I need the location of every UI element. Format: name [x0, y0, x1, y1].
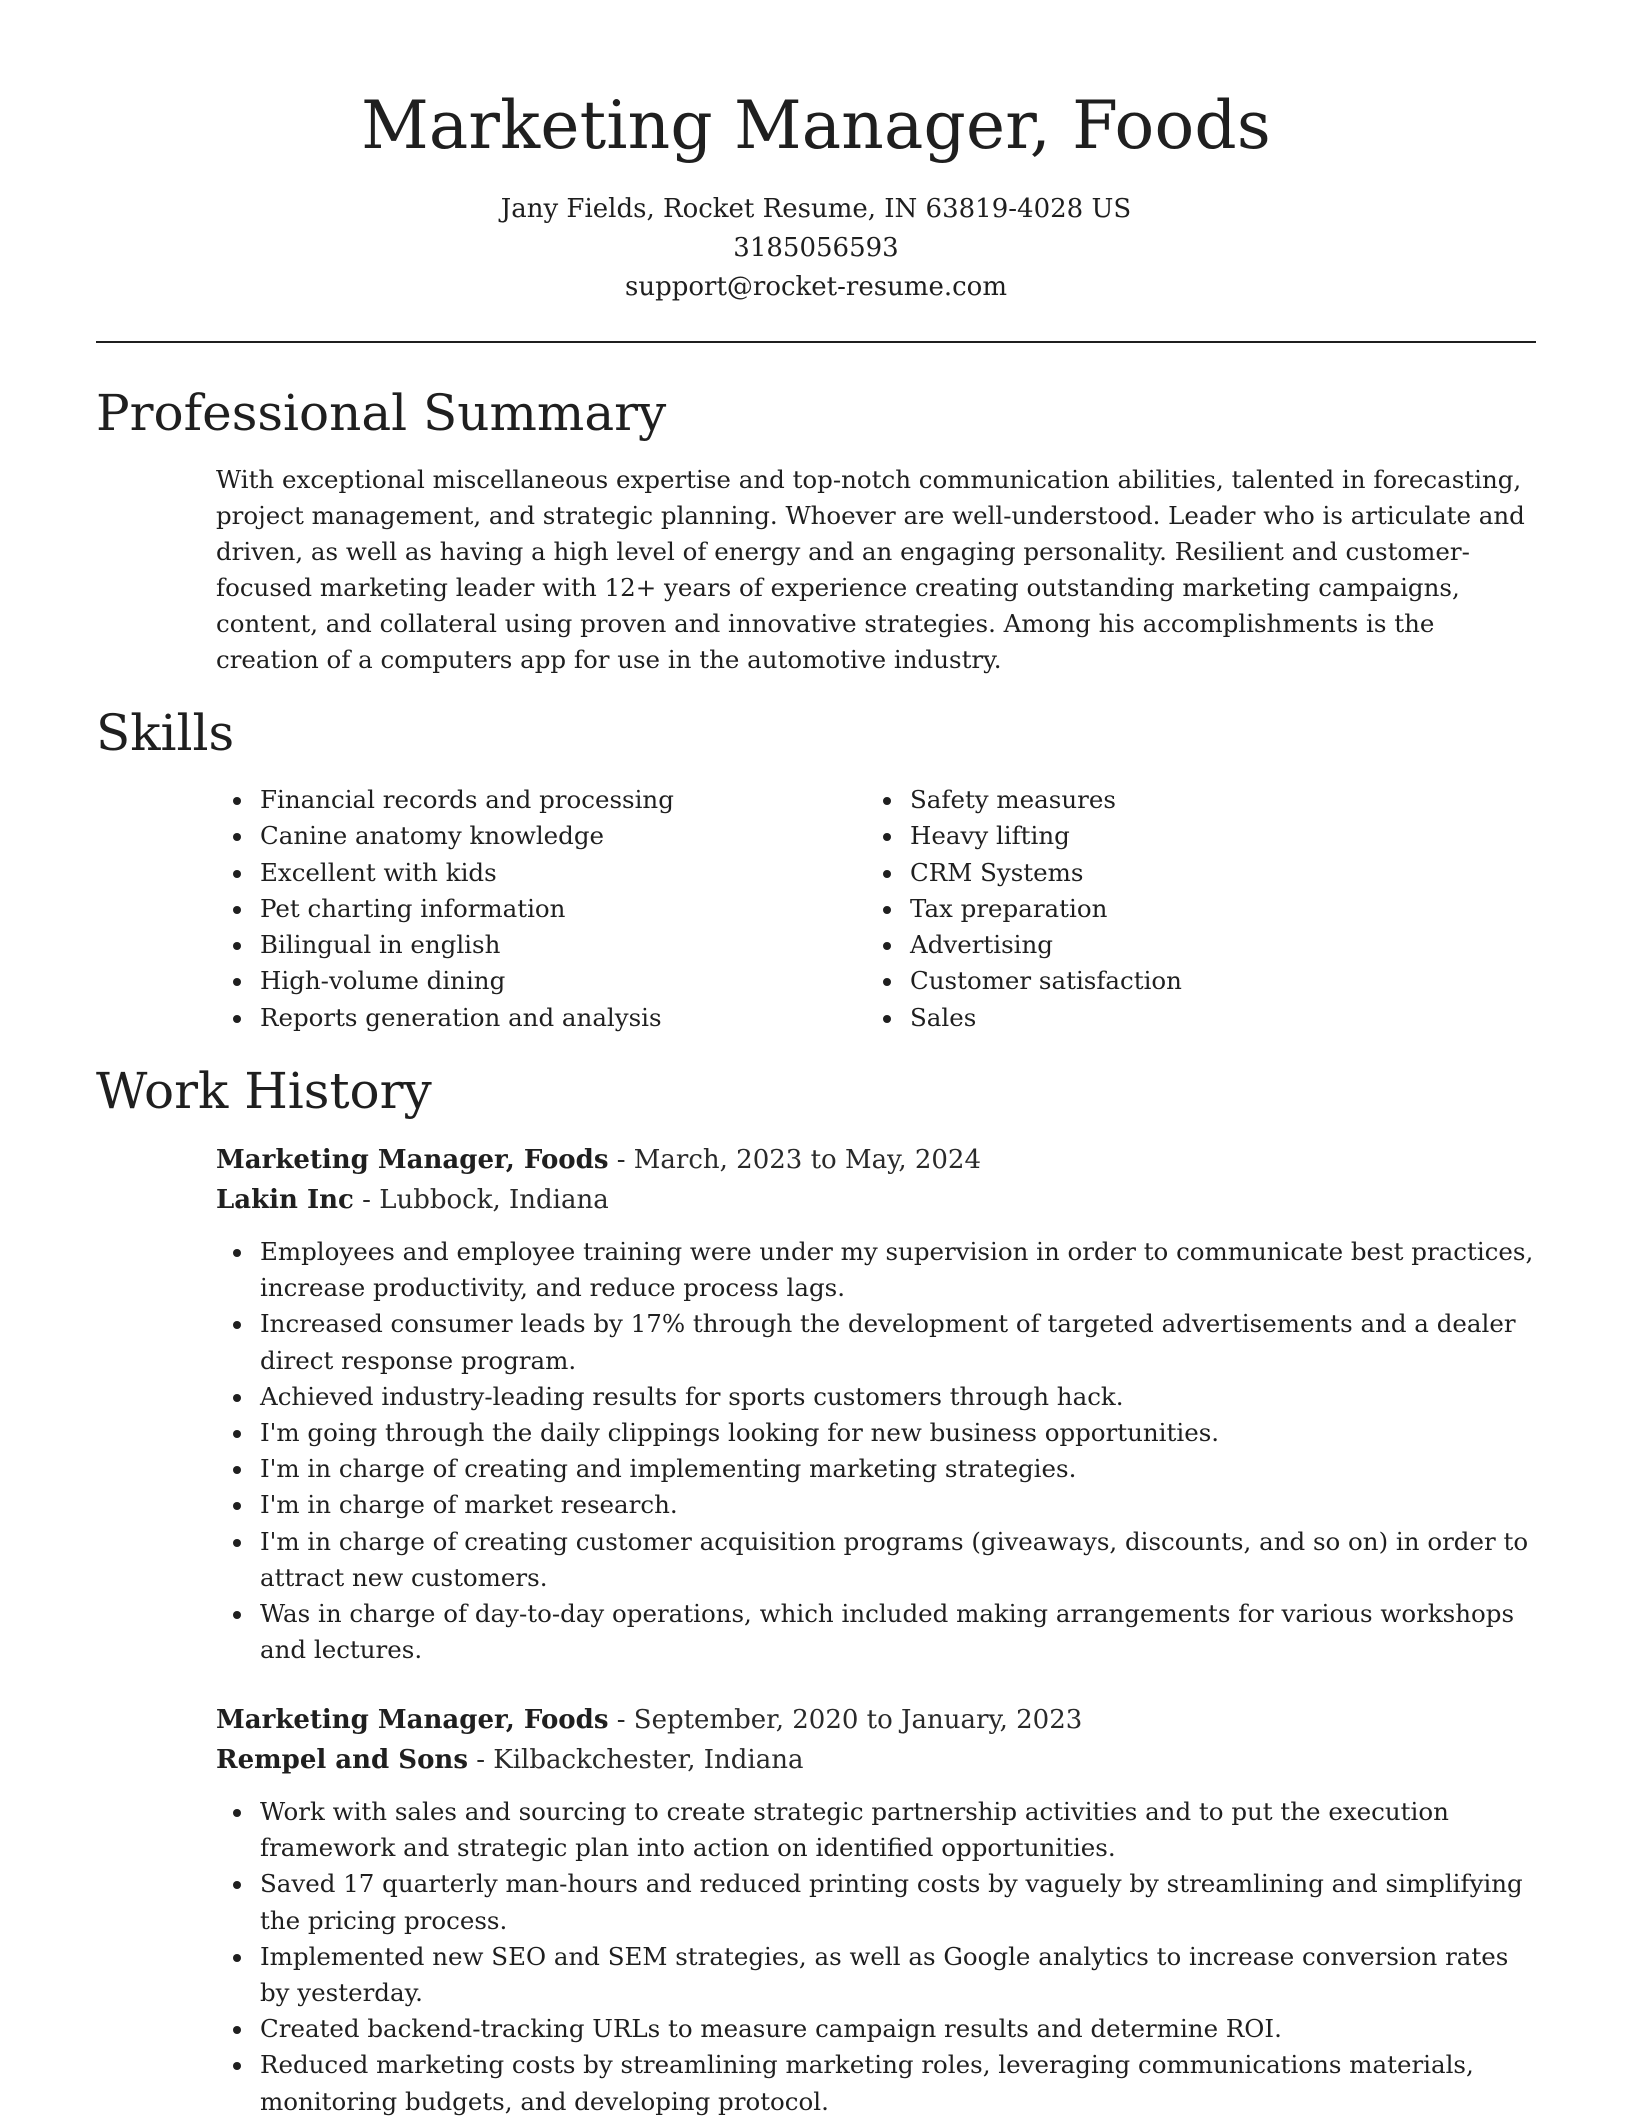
- job-bullets: [216, 1794, 1536, 2120]
- job-title: Marketing Manager, Foods: [216, 1145, 609, 1175]
- job-company-line: [216, 1740, 803, 1780]
- header-divider: [96, 341, 1536, 343]
- skills-list-right: [866, 782, 1506, 1036]
- job-bullet: I'm in charge of creating customer acquisition programs (giveaways, discounts, and so on) in order to attract new customers.: [216, 1524, 1536, 1596]
- job-dates: - March, 2023 to May, 2024: [608, 1145, 982, 1175]
- job-bullet: Achieved industry-leading results for sports customers through hack.: [216, 1379, 1536, 1415]
- skill-item: Sales: [866, 1000, 1506, 1036]
- job-bullet: Created backend-tracking URLs to measure campaign results and determine ROI.: [216, 2011, 1536, 2047]
- summary-heading: Professional Summary: [96, 384, 667, 442]
- job-company: Lakin Inc: [216, 1185, 354, 1215]
- job-title-line: [216, 1140, 981, 1180]
- job-bullet: I'm going through the daily clippings looking for new business opportunities.: [216, 1415, 1536, 1451]
- contact-email: support@rocket-resume.com: [624, 272, 1007, 302]
- job-company: Rempel and Sons: [216, 1745, 468, 1775]
- skill-item: Tax preparation: [866, 891, 1506, 927]
- job-bullet: Saved 17 quarterly man-hours and reduced printing costs by vaguely by streamlining and simplifying the pricing process.: [216, 1866, 1536, 1938]
- job-title-line: [216, 1700, 1082, 1740]
- contact-block: [96, 190, 1536, 307]
- job-dates: - September, 2020 to January, 2023: [608, 1705, 1083, 1735]
- contact-phone: 3185056593: [733, 233, 899, 263]
- resume-title: Marketing Manager, Foods: [361, 87, 1271, 164]
- skill-item: Financial records and processing: [216, 782, 856, 818]
- skill-item: Safety measures: [866, 782, 1506, 818]
- job-title: Marketing Manager, Foods: [216, 1705, 609, 1735]
- skill-item: Customer satisfaction: [866, 963, 1506, 999]
- job-company-line: [216, 1180, 609, 1220]
- job-bullet: Work with sales and sourcing to create strategic partnership activities and to put the execution framework and strategic plan into action on identified opportunities.: [216, 1794, 1536, 1866]
- job-bullet: Employees and employee training were under my supervision in order to communicate best practices, increase productivity, and reduce process lags.: [216, 1234, 1536, 1306]
- skill-item: Excellent with kids: [216, 855, 856, 891]
- job-bullet: I'm in charge of creating and implementing marketing strategies.: [216, 1451, 1536, 1487]
- skill-item: Reports generation and analysis: [216, 1000, 856, 1036]
- contact-address: Jany Fields, Rocket Resume, IN 63819-4028 US: [500, 194, 1132, 224]
- job-bullet: Implemented new SEO and SEM strategies, as well as Google analytics to increase conversion rates by yesterday.: [216, 1939, 1536, 2011]
- job-bullet: I'm in charge of market research.: [216, 1487, 1536, 1523]
- skill-item: CRM Systems: [866, 855, 1506, 891]
- skills-heading: Skills: [96, 704, 235, 762]
- skills-list-left: [216, 782, 856, 1036]
- job-location: - Lubbock, Indiana: [353, 1185, 609, 1215]
- job-bullet: Reduced marketing costs by streamlining marketing roles, leveraging communications materials, monitoring budgets, and developing protocol.: [216, 2047, 1536, 2119]
- job-bullet: Was in charge of day-to-day operations, which included making arrangements for various workshops and lectures.: [216, 1596, 1536, 1668]
- skill-item: Bilingual in english: [216, 927, 856, 963]
- work-heading: Work History: [96, 1062, 432, 1120]
- skill-item: Pet charting information: [216, 891, 856, 927]
- skill-item: Canine anatomy knowledge: [216, 818, 856, 854]
- job-bullets: [216, 1234, 1536, 1668]
- skill-item: Heavy lifting: [866, 818, 1506, 854]
- skill-item: High-volume dining: [216, 963, 856, 999]
- job-location: - Kilbackchester, Indiana: [467, 1745, 804, 1775]
- summary-text: With exceptional miscellaneous expertise and top-notch communication abilities, talented in forecasting, project management, and strategic planning. Whoever are well-understood. Leader who is articulate and driven, as well as having a high level of energy and an engaging personality. Resilient and customer-focused marketing leader with 12+ years of experience creating outstanding marketing campaigns, content, and collateral using proven and innovative strategies. Among his accomplishments is the creation of a computers app for use in the automotive industry.: [216, 465, 1525, 674]
- job-bullet: Increased consumer leads by 17% through the development of targeted advertisements and a dealer direct response program.: [216, 1306, 1536, 1378]
- skill-item: Advertising: [866, 927, 1506, 963]
